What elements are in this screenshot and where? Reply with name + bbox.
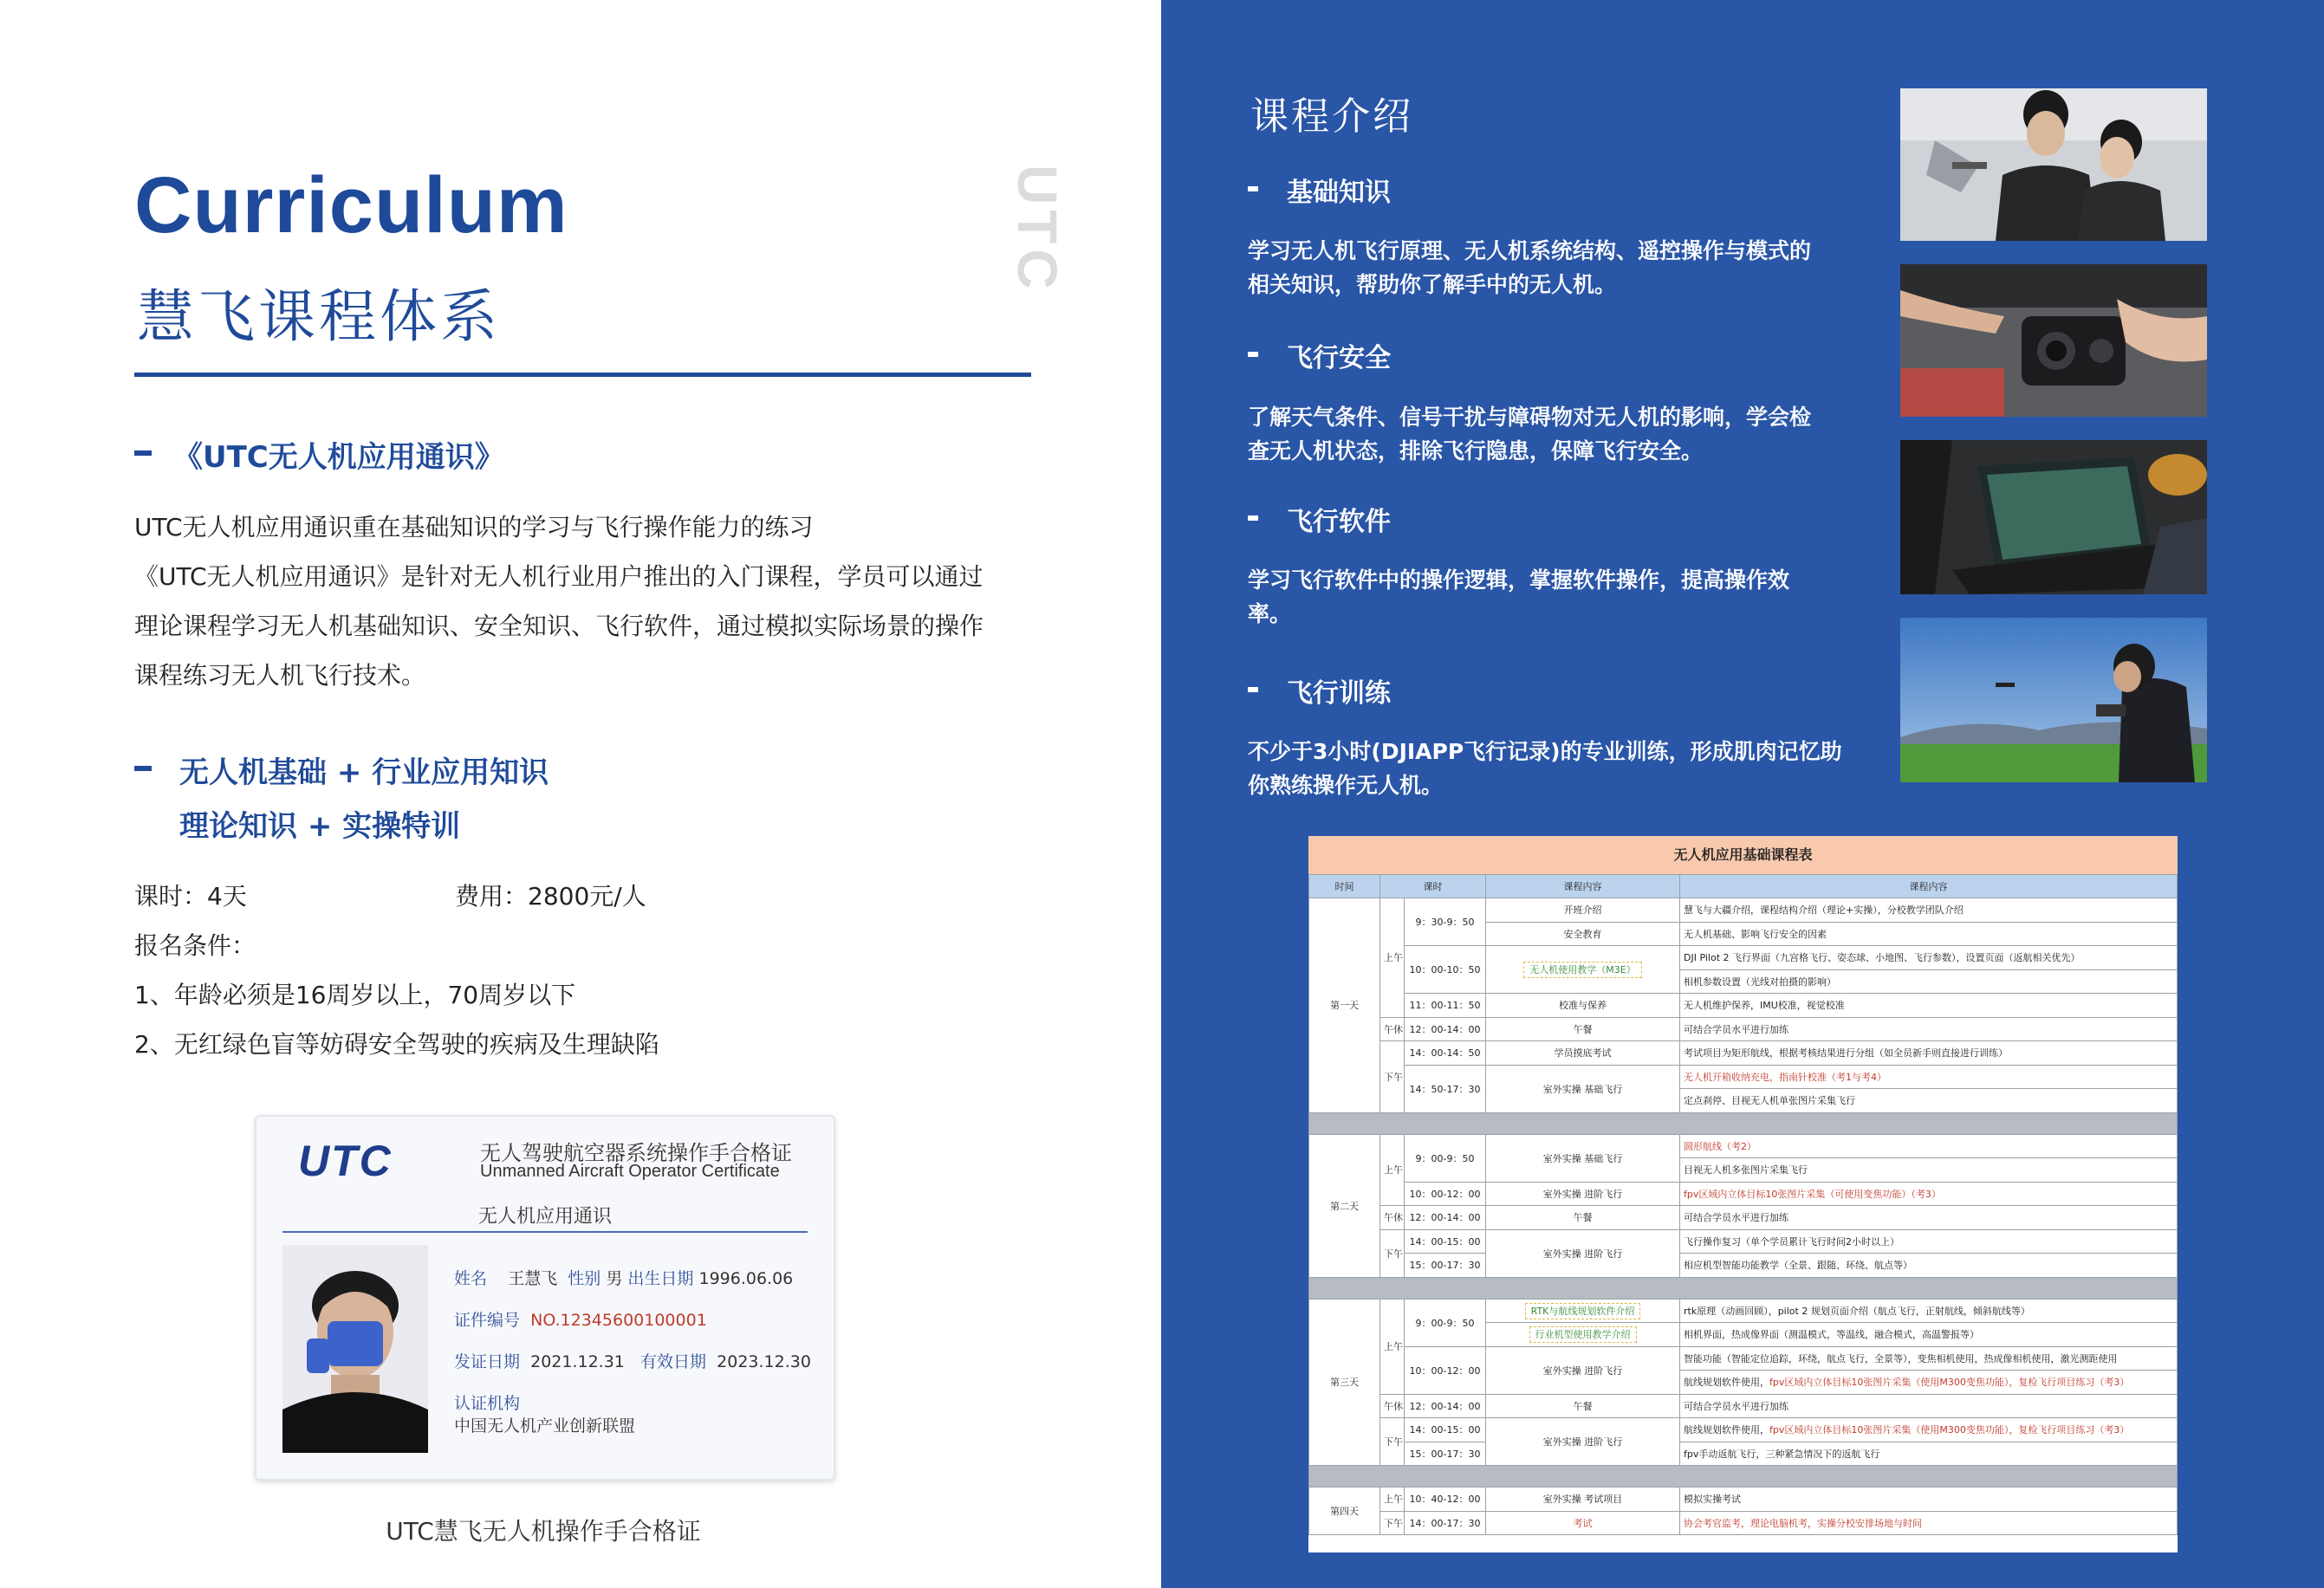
certifying-org: 中国无人机产业创新联盟 bbox=[454, 1416, 636, 1436]
certificate-course: 无人机应用通识 bbox=[477, 1206, 612, 1228]
course-fee: 费用：2800元/人 bbox=[455, 882, 646, 911]
requirements-title: 报名条件： bbox=[134, 931, 256, 960]
table-row: 行业机型使用教学介绍 相机界面，热成像界面（测温模式，等温线，融合模式，高温警报等） bbox=[1309, 1323, 2178, 1347]
table-row: 11：00-11：50 校准与保养 无人机维护保养，IMU校准，视觉校准 bbox=[1309, 994, 2178, 1018]
utc-logo: UTC bbox=[298, 1137, 393, 1185]
course-schedule bbox=[1308, 836, 2178, 1552]
bullet bbox=[1248, 352, 1258, 357]
intro-line: 理论课程学习无人机基础知识、安全知识、飞行软件，通过模拟实际场景的操作 bbox=[134, 612, 984, 640]
bullet bbox=[1248, 186, 1258, 191]
photo-instruction bbox=[1900, 88, 2207, 241]
table-spacer bbox=[1309, 1112, 2178, 1134]
table-row: 目视无人机多张图片采集飞行 bbox=[1309, 1158, 2178, 1183]
certificate-divider bbox=[282, 1231, 808, 1233]
table-row: 第三天 上午 9：00-9：50 RTK与航线规划软件介绍 rtk原理（动画回顾），pilot 2 规划页面介绍（航点飞行，正射航线，倾斜航线等） bbox=[1309, 1299, 2178, 1323]
intro-line: 《UTC无人机应用通识》是针对无人机行业用户推出的入门课程，学员可以通过 bbox=[134, 562, 983, 591]
section-body-safety: 了解天气条件、信号干扰与障碍物对无人机的影响，学会检 查无人机状态，排除飞行隐患，保障飞行安全。 bbox=[1248, 405, 1812, 463]
photo-gimbal-camera bbox=[1900, 264, 2207, 417]
schedule-title: 无人机应用基础课程表 bbox=[1308, 836, 2178, 874]
requirement-2: 2、无红绿色盲等妨碍安全驾驶的疾病及生理缺陷 bbox=[134, 1030, 659, 1059]
table-row: 午休 12：00-14：00 午餐 可结合学员水平进行加练 bbox=[1309, 1017, 2178, 1041]
table-row: 下午 14：00-15：00 室外实操 进阶飞行 航线规划软件使用，fpv区域内立体目标10张图片采集（使用M300变焦功能），复检飞行项目练习（考3） bbox=[1309, 1418, 2178, 1442]
table-row: 安全教育 无人机基础、影响飞行安全的因素 bbox=[1309, 922, 2178, 946]
table-row: 第二天 上午 9：00-9：50 室外实操 基础飞行 圆形航线（考2） bbox=[1309, 1134, 2178, 1158]
table-spacer bbox=[1309, 1466, 2178, 1488]
photo-flight-training bbox=[1900, 618, 2207, 782]
bullet bbox=[1248, 515, 1258, 521]
certificate-caption: UTC慧飞无人机操作手合格证 bbox=[386, 1517, 701, 1546]
table-row: 14：50-17：30 室外实操 基础飞行 无人机开箱收纳充电，指南针校准（考1与考4） bbox=[1309, 1065, 2178, 1089]
section1-title: 《UTC无人机应用通识》 bbox=[173, 440, 504, 475]
certificate-number: 证件编号 NO.12345600100001 bbox=[454, 1311, 707, 1330]
course-hours: 课时：4天 bbox=[134, 882, 247, 911]
title-divider bbox=[134, 373, 1031, 377]
table-row: 15：00-17：30 相应机型智能功能教学（全景、跟随、环绕、航点等） bbox=[1309, 1254, 2178, 1278]
section-marker bbox=[134, 450, 152, 456]
table-row: 10：00-12：00 室外实操 进阶飞行 fpv区域内立体目标10张图片采集（可使用变焦功能）（考3） bbox=[1309, 1182, 2178, 1206]
table-spacer bbox=[1309, 1277, 2178, 1299]
table-header-row: 时间 课时 课程内容 课程内容 bbox=[1309, 875, 2178, 898]
table-row: 定点刹停、目视无人机单张图片采集飞行 bbox=[1309, 1089, 2178, 1113]
table-row: 第四天 上午 10：40-12：00 室外实操 考试项目 模拟实操考试 bbox=[1309, 1488, 2178, 1512]
table-row: 下午 14：00-17：30 考试 协会考官监考，理论电脑机考，实操分校安排场地与时间 bbox=[1309, 1511, 2178, 1535]
table-row: 午休 12：00-14：00 午餐 可结合学员水平进行加练 bbox=[1309, 1206, 2178, 1230]
utc-watermark: UTC bbox=[1006, 165, 1068, 295]
table-row: 第一天 上午 9：30-9：50 开班介绍 慧飞与大疆介绍，课程结构介绍（理论+实操），分校教学团队介绍 bbox=[1309, 898, 2178, 923]
section-head-basics: 基础知识 bbox=[1287, 178, 1391, 208]
schedule-table bbox=[1308, 874, 2178, 1535]
operator-certificate bbox=[255, 1115, 835, 1481]
section-body-training: 不少于3小时(DJIAPP飞行记录)的专业训练，形成肌肉记忆助 你熟练操作无人机。 bbox=[1248, 739, 1842, 798]
section-body-basics: 学习无人机飞行原理、无人机系统结构、遥控操作与模式的 相关知识，帮助你了解手中的无人机。 bbox=[1248, 238, 1812, 297]
photo-laptop-software bbox=[1900, 440, 2207, 594]
certificate-title-en: Unmanned Aircraft Operator Certificate bbox=[480, 1162, 780, 1181]
requirement-1: 1、年龄必须是16周岁以上，70周岁以下 bbox=[134, 981, 576, 1009]
section-head-software: 飞行软件 bbox=[1287, 507, 1391, 537]
course-intro-title: 课程介绍 bbox=[1250, 94, 1413, 139]
section-marker bbox=[134, 766, 152, 771]
section2-title-line1: 无人机基础 + 行业应用知识 bbox=[179, 755, 549, 790]
intro-line: 课程练习无人机飞行技术。 bbox=[134, 661, 426, 690]
left-page bbox=[0, 0, 1161, 1588]
table-row: 相机参数设置（光线对拍摄的影响） bbox=[1309, 969, 2178, 994]
certificate-dates: 发证日期 2021.12.31 有效日期 2023.12.30 bbox=[454, 1352, 811, 1371]
table-row: 10：00-12：00 室外实操 进阶飞行 智能功能（智能定位追踪，环绕，航点飞行，全景等），变焦相机使用，热成像相机使用，激光测距使用 bbox=[1309, 1346, 2178, 1371]
holder-info: 姓名 王慧飞 性别 男 出生日期 1996.06.06 bbox=[454, 1269, 794, 1288]
bullet bbox=[1248, 687, 1258, 692]
section-head-training: 飞行训练 bbox=[1287, 678, 1391, 709]
page-title-cn: 慧飞课程体系 bbox=[137, 283, 501, 350]
table-row: 10：00-10：50 无人机使用教学（M3E） DJI Pilot 2 飞行界面（九宫格飞行、姿态球、小地图、飞行参数），设置页面（返航相关优先） bbox=[1309, 946, 2178, 970]
section-body-software: 学习飞行软件中的操作逻辑，掌握软件操作，提高操作效 率。 bbox=[1248, 567, 1790, 626]
holder-photo bbox=[282, 1245, 428, 1453]
intro-paragraph bbox=[134, 502, 983, 700]
intro-line: UTC无人机应用通识重在基础知识的学习与飞行操作能力的练习 bbox=[134, 513, 814, 541]
section2-title-line2: 理论知识 + 实操特训 bbox=[179, 809, 461, 844]
certifying-org-label: 认证机构 bbox=[454, 1394, 521, 1413]
section-head-safety: 飞行安全 bbox=[1287, 343, 1391, 373]
table-row: 午休 12：00-14：00 午餐 可结合学员水平进行加练 bbox=[1309, 1394, 2178, 1418]
certificate-title-cn: 无人驾驶航空器系统操作手合格证 bbox=[480, 1141, 792, 1165]
table-row: 航线规划软件使用，fpv区域内立体目标10张图片采集（使用M300变焦功能），复检飞行项目练习（考3） bbox=[1309, 1371, 2178, 1395]
table-row: 下午 14：00-15：00 室外实操 进阶飞行 飞行操作复习（单个学员累计飞行时间2小时以上） bbox=[1309, 1229, 2178, 1254]
table-row: 下午 14：00-14：50 学员摸底考试 考试项目为矩形航线，根据考核结果进行分组（如全员新手则直接进行训练） bbox=[1309, 1041, 2178, 1066]
page-title-en: Curriculum bbox=[134, 161, 568, 250]
table-row: 15：00-17：30 fpv手动返航飞行，三种紧急情况下的返航飞行 bbox=[1309, 1442, 2178, 1466]
